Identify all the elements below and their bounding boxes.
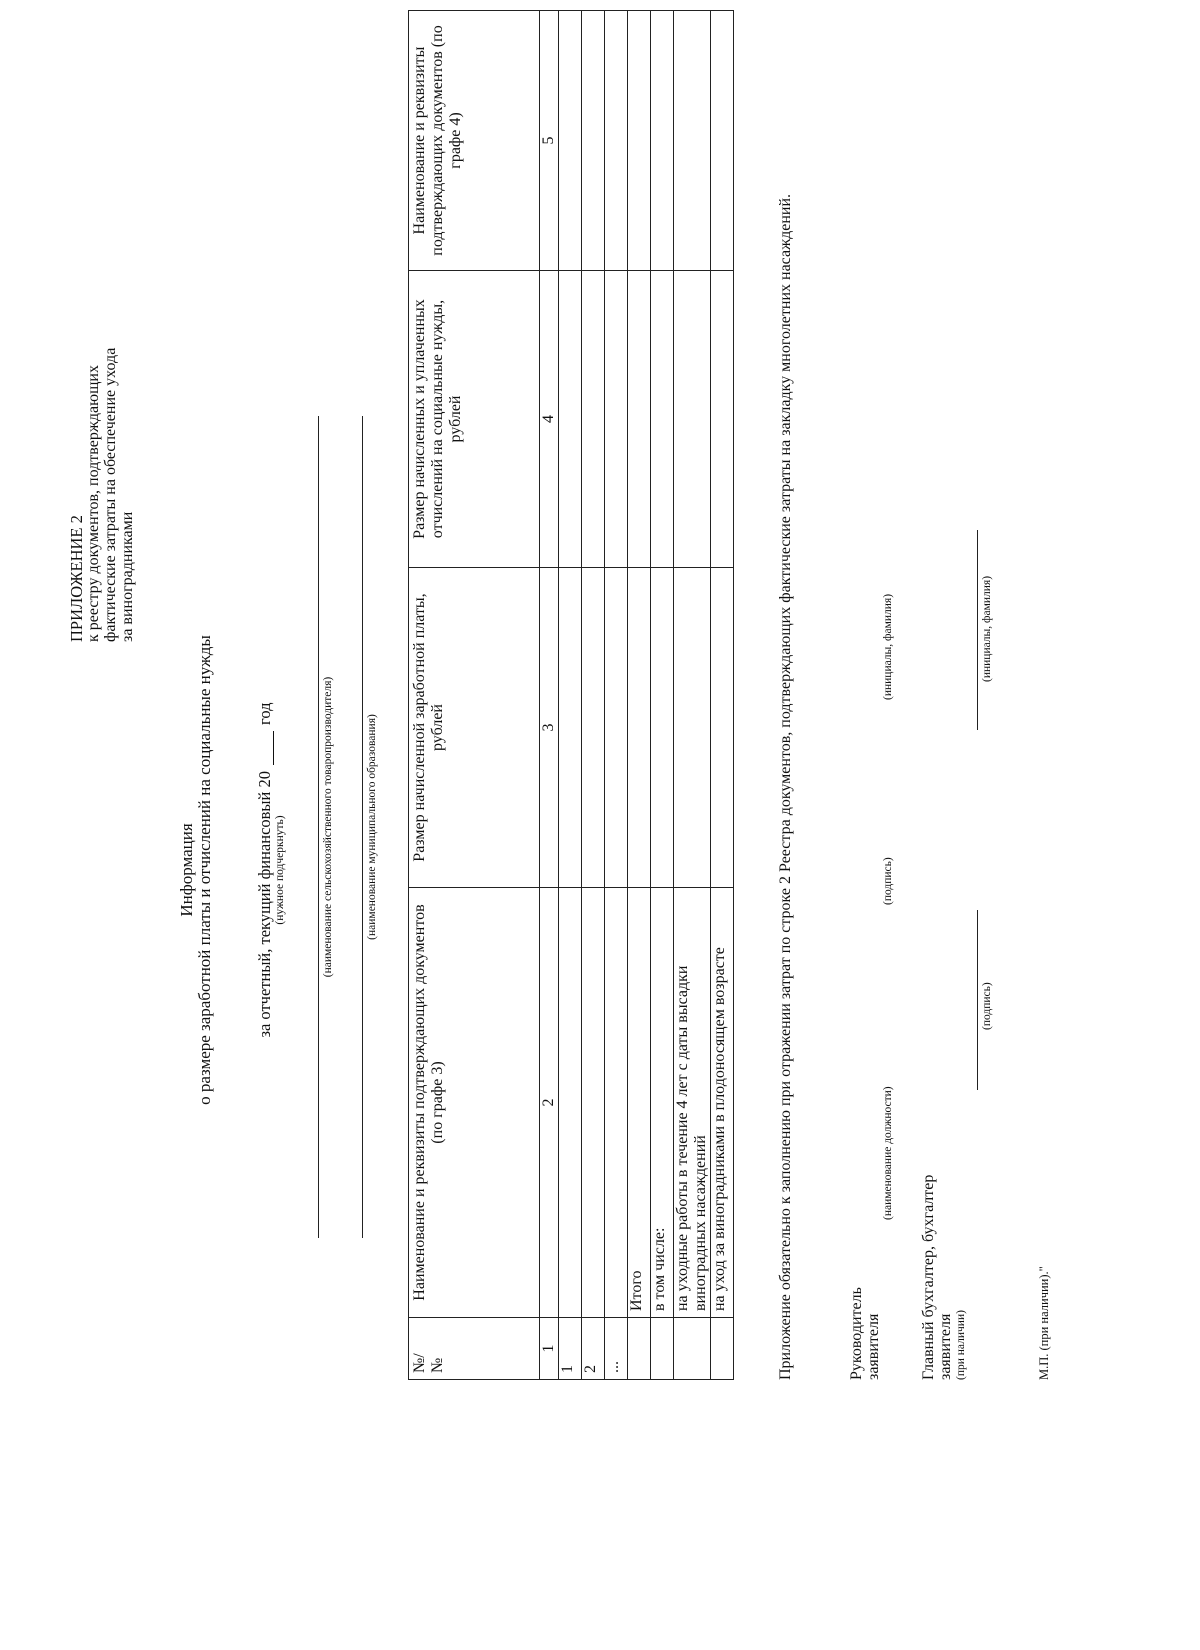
row-cell bbox=[559, 271, 582, 568]
col-num-4: 4 bbox=[540, 271, 559, 568]
header-social-contributions: Размер начисленных и уплаченных отчислений на социальные нужды, рублей bbox=[409, 271, 540, 568]
row-cell bbox=[711, 271, 734, 568]
table-header-row bbox=[409, 11, 540, 1380]
row-cell bbox=[582, 568, 605, 888]
period-note: (нужное подчеркнуть) bbox=[274, 815, 286, 925]
accountant-label-1: Главный бухгалтер, бухгалтер bbox=[920, 1174, 937, 1380]
head-caption-name: (инициалы, фамилия) bbox=[882, 593, 894, 700]
row-number: 1 bbox=[559, 1318, 582, 1380]
row-cell bbox=[628, 271, 651, 568]
accountant-label-2: заявителя bbox=[937, 1313, 954, 1380]
row-name: на уход за виноградниками в плодоносящем возрасте bbox=[711, 888, 734, 1318]
municipality-line bbox=[362, 416, 363, 1238]
accountant-caption-name: (инициалы, фамилия) bbox=[981, 575, 993, 682]
row-cell bbox=[674, 11, 711, 271]
row-number bbox=[711, 1318, 734, 1380]
row-number bbox=[651, 1318, 674, 1380]
table-row-care-young bbox=[674, 11, 711, 1380]
accountant-caption-sign: (подпись) bbox=[981, 982, 993, 1030]
header-documents-4: Наименование и реквизиты подтверждающих документов (по графе 4) bbox=[409, 11, 540, 271]
period-block bbox=[256, 610, 287, 1130]
row-cell bbox=[605, 11, 628, 271]
row-name: на уходные работы в течение 4 лет с даты высадки виноградных насаждений bbox=[674, 888, 711, 1318]
table-row-care-bearing bbox=[711, 11, 734, 1380]
head-label-2: заявителя bbox=[865, 1313, 882, 1380]
accountant-sign-line bbox=[977, 910, 978, 1090]
table-row bbox=[605, 11, 628, 1380]
row-cell bbox=[559, 11, 582, 271]
row-number: ... bbox=[605, 1318, 628, 1380]
row-cell bbox=[674, 271, 711, 568]
costs-table bbox=[408, 10, 734, 1380]
header-salary: Размер начисленной заработной платы, рублей bbox=[409, 568, 540, 888]
row-cell bbox=[651, 11, 674, 271]
col-num-3: 3 bbox=[540, 568, 559, 888]
accountant-label-3: (при наличии) bbox=[955, 1310, 967, 1380]
municipality-caption: (наименование муниципального образования) bbox=[366, 714, 378, 940]
head-caption-position: (наименование должности) bbox=[882, 1086, 894, 1220]
footnote: Приложение обязательно к заполнению при отражении затрат по строке 2 Реестра документов, подтверждающих фактические затраты на закладку многолетних насаждений. bbox=[777, 193, 794, 1380]
row-cell bbox=[605, 271, 628, 568]
stamp-note: М.П. (при наличии)." bbox=[1037, 1266, 1051, 1380]
header-number: №/ № bbox=[409, 1318, 540, 1380]
accountant-name-line bbox=[977, 530, 978, 730]
row-number bbox=[674, 1318, 711, 1380]
table-row bbox=[559, 11, 582, 1380]
row-cell bbox=[674, 568, 711, 888]
row-cell bbox=[605, 568, 628, 888]
annex-line-3: за виноградниками bbox=[119, 511, 136, 642]
annex-line-1: к реестру документов, подтверждающих bbox=[85, 365, 102, 642]
producer-line bbox=[318, 416, 319, 1238]
title-subheading: о размере заработной платы и отчислений на социальные нужды bbox=[195, 635, 214, 1105]
row-number bbox=[628, 1318, 651, 1380]
table-row-including bbox=[651, 11, 674, 1380]
row-cell bbox=[628, 568, 651, 888]
row-name: Итого bbox=[628, 888, 651, 1318]
col-num-2: 2 bbox=[540, 888, 559, 1318]
row-cell bbox=[651, 271, 674, 568]
row-number: 2 bbox=[582, 1318, 605, 1380]
document-title bbox=[178, 590, 214, 1150]
row-name bbox=[582, 888, 605, 1318]
title-heading: Информация bbox=[177, 823, 196, 917]
period-text-after: год bbox=[255, 702, 274, 726]
producer-caption: (наименование сельскохозяйственного товаропроизводителя) bbox=[322, 676, 334, 978]
head-caption-sign: (подпись) bbox=[882, 857, 894, 905]
row-cell bbox=[651, 568, 674, 888]
row-name: в том числе: bbox=[651, 888, 674, 1318]
annex-title: ПРИЛОЖЕНИЕ 2 bbox=[67, 515, 86, 642]
col-num-1: 1 bbox=[540, 1318, 559, 1380]
row-cell bbox=[582, 11, 605, 271]
row-name bbox=[559, 888, 582, 1318]
row-name bbox=[605, 888, 628, 1318]
row-cell bbox=[628, 11, 651, 271]
column-numbers-row bbox=[540, 11, 559, 1380]
row-cell bbox=[559, 568, 582, 888]
period-text-before: за отчетный, текущий финансовый 20 bbox=[255, 771, 274, 1038]
year-blank bbox=[261, 731, 274, 765]
annex-line-2: фактические затраты на обеспечение ухода bbox=[102, 347, 119, 642]
col-num-5: 5 bbox=[540, 11, 559, 271]
table-row-total bbox=[628, 11, 651, 1380]
row-cell bbox=[582, 271, 605, 568]
row-cell bbox=[711, 568, 734, 888]
row-cell bbox=[711, 11, 734, 271]
table-row bbox=[582, 11, 605, 1380]
annex-block bbox=[68, 172, 136, 642]
header-documents-3: Наименование и реквизиты подтверждающих документов (по графе 3) bbox=[409, 888, 540, 1318]
head-label-1: Руководитель bbox=[848, 1287, 865, 1380]
